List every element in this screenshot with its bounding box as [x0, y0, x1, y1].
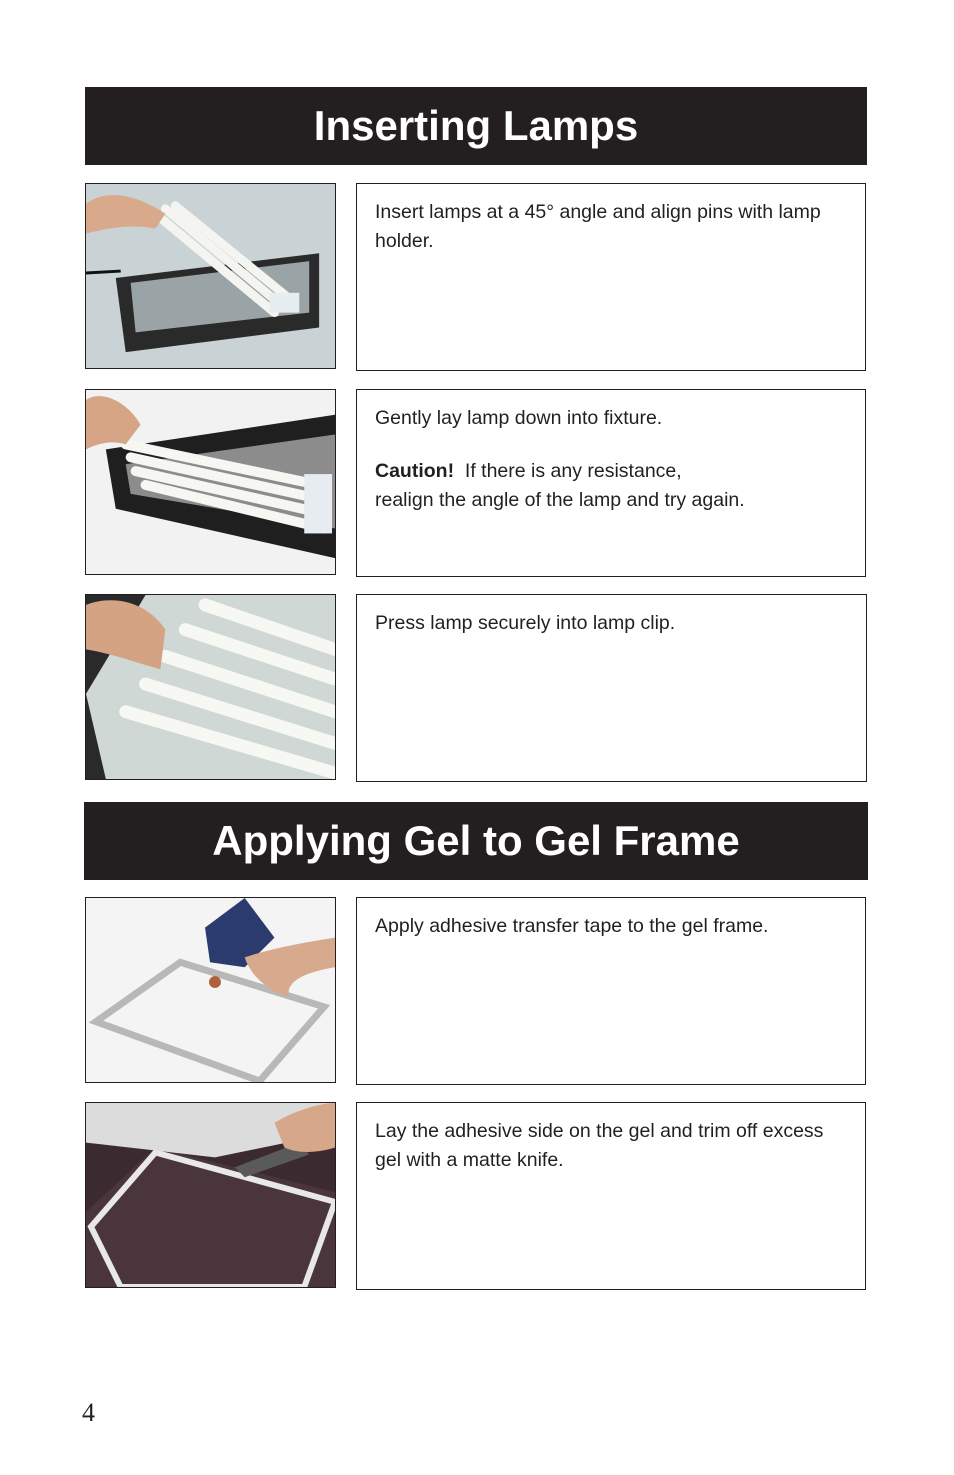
caution-text-continued: realign the angle of the lamp and try again. [375, 489, 745, 511]
step-text-box [356, 183, 866, 371]
step-text: Press lamp securely into lamp clip. [375, 612, 676, 634]
page-number: 4 [82, 1398, 95, 1427]
step-text-box [356, 1102, 866, 1290]
photo-insert-lamps-angle [85, 183, 336, 369]
caution-text: If there is any resistance, [454, 460, 682, 482]
step-text: Gently lay lamp down into fixture. [375, 407, 663, 429]
section-title-applying-gel: Applying Gel to Gel Frame [84, 802, 868, 880]
step-text: Insert lamps at a 45° angle and align pins with lamp holder. [375, 201, 821, 252]
photo-apply-transfer-tape [85, 897, 336, 1083]
caution-label: Caution! [375, 460, 455, 482]
step-text: Apply adhesive transfer tape to the gel frame. [375, 915, 769, 937]
photo-press-lamp-clip [85, 594, 336, 780]
section-title-inserting-lamps: Inserting Lamps [85, 87, 867, 165]
step-text-box [356, 897, 866, 1085]
step-text-box [356, 594, 867, 782]
photo-trim-gel [85, 1102, 336, 1288]
step-text: Lay the adhesive side on the gel and trim off excess gel with a matte knife. [375, 1120, 824, 1171]
caution-paragraph [375, 457, 847, 515]
photo-lay-lamp-down [85, 389, 336, 575]
step-text-box [356, 389, 866, 577]
